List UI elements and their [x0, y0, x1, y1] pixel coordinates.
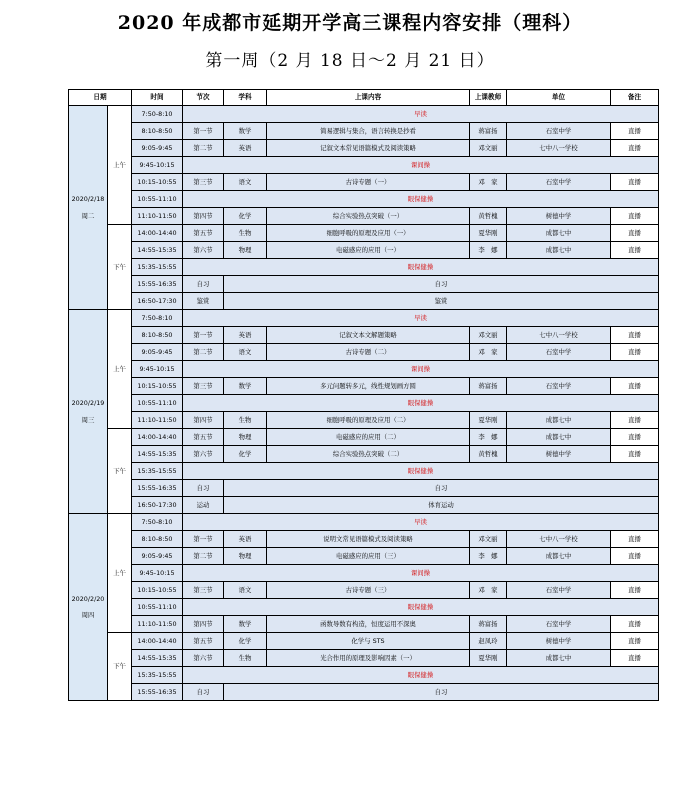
- teacher-cell: 黄哲槐: [470, 208, 507, 225]
- time-cell: 9:05-9:45: [132, 140, 183, 157]
- subject-cell: 生物: [224, 412, 267, 429]
- table-row: [69, 191, 659, 208]
- table-row: [69, 531, 659, 548]
- table-row: [69, 633, 659, 650]
- time-cell: 10:55-11:10: [132, 599, 183, 616]
- table-row: [69, 327, 659, 344]
- content-cell: 简易逻辑与集合，语言转换是抄看: [267, 123, 470, 140]
- content-cell: 化学与 STS: [267, 633, 470, 650]
- table-row: [69, 446, 659, 463]
- unit-cell: 石室中学: [507, 582, 611, 599]
- table-row: [69, 429, 659, 446]
- period-cell: 第二节: [183, 548, 224, 565]
- content-cell: 古诗专题（一）: [267, 174, 470, 191]
- period-cell: 第五节: [183, 429, 224, 446]
- unit-cell: 树德中学: [507, 446, 611, 463]
- unit-cell: 成都七中: [507, 412, 611, 429]
- content-cell: 记叙文本常见语篇模式及阅读策略: [267, 140, 470, 157]
- time-cell: 9:45-10:15: [132, 361, 183, 378]
- note-cell: 直播: [611, 412, 659, 429]
- header-date: 日期: [69, 90, 132, 106]
- table-row: [69, 412, 659, 429]
- subject-cell: 生物: [224, 650, 267, 667]
- teacher-cell: 蒋富扬: [470, 378, 507, 395]
- time-cell: 14:00-14:40: [132, 429, 183, 446]
- period-cell: 第二节: [183, 344, 224, 361]
- period-cell: 第五节: [183, 225, 224, 242]
- table-row: [69, 310, 659, 327]
- table-row: [69, 548, 659, 565]
- page-title: 2020 年成都市延期开学高三课程内容安排（理科）: [117, 12, 583, 34]
- activity-cell: 眼保健操: [183, 463, 659, 480]
- date-cell: [69, 310, 108, 514]
- teacher-cell: 邓 家: [470, 344, 507, 361]
- time-cell: 9:05-9:45: [132, 344, 183, 361]
- teacher-cell: 夏华刚: [470, 412, 507, 429]
- teacher-cell: 夏华刚: [470, 650, 507, 667]
- date-cell: [69, 106, 108, 310]
- note-cell: 直播: [611, 429, 659, 446]
- schedule-body: [69, 106, 659, 701]
- time-cell: 7:50-8:10: [132, 310, 183, 327]
- subject-cell: 物理: [224, 242, 267, 259]
- unit-cell: 七中八一学校: [507, 327, 611, 344]
- content-cell: 鉴赏: [224, 293, 659, 310]
- unit-cell: 石室中学: [507, 378, 611, 395]
- teacher-cell: 邓 家: [470, 174, 507, 191]
- subject-cell: 化学: [224, 633, 267, 650]
- time-cell: 14:55-15:35: [132, 446, 183, 463]
- content-cell: 函数导数有构造，恒度运用不深奥: [267, 616, 470, 633]
- table-row: [69, 259, 659, 276]
- teacher-cell: 邓文丽: [470, 327, 507, 344]
- time-cell: 15:35-15:55: [132, 667, 183, 684]
- activity-cell: 课间操: [183, 157, 659, 174]
- table-row: [69, 344, 659, 361]
- period-cell: 第一节: [183, 327, 224, 344]
- content-cell: 自习: [224, 276, 659, 293]
- content-cell: 电磁感应的应用（二）: [267, 429, 470, 446]
- period-cell: 第六节: [183, 650, 224, 667]
- note-cell: 直播: [611, 378, 659, 395]
- unit-cell: 成都七中: [507, 548, 611, 565]
- unit-cell: 石室中学: [507, 123, 611, 140]
- activity-cell: 课间操: [183, 565, 659, 582]
- note-cell: 直播: [611, 548, 659, 565]
- date-text: 2020/2/19: [71, 399, 105, 408]
- period-cell: 第四节: [183, 208, 224, 225]
- header-subject: 学科: [224, 90, 267, 106]
- activity-cell: 早读: [183, 514, 659, 531]
- table-row: [69, 684, 659, 701]
- half-day-cell: 下午: [108, 429, 132, 514]
- table-row: [69, 106, 659, 123]
- period-cell: 第五节: [183, 633, 224, 650]
- subject-cell: 数学: [224, 616, 267, 633]
- time-cell: 15:55-16:35: [132, 684, 183, 701]
- activity-cell: 眼保健操: [183, 395, 659, 412]
- note-cell: 直播: [611, 650, 659, 667]
- table-row: [69, 599, 659, 616]
- note-cell: 直播: [611, 327, 659, 344]
- period-cell: 自习: [183, 480, 224, 497]
- note-cell: 直播: [611, 208, 659, 225]
- table-row: [69, 378, 659, 395]
- time-cell: 8:10-8:50: [132, 123, 183, 140]
- header-unit: 单位: [507, 90, 611, 106]
- teacher-cell: 蒋富扬: [470, 123, 507, 140]
- table-row: [69, 650, 659, 667]
- activity-cell: 课间操: [183, 361, 659, 378]
- time-cell: 14:55-15:35: [132, 650, 183, 667]
- table-row: [69, 480, 659, 497]
- content-cell: 电磁感应的应用（三）: [267, 548, 470, 565]
- schedule-table: [68, 89, 659, 701]
- header-content: 上课内容: [267, 90, 470, 106]
- content-cell: 自习: [224, 480, 659, 497]
- half-day-cell: 上午: [108, 514, 132, 633]
- table-row: [69, 582, 659, 599]
- time-cell: 8:10-8:50: [132, 327, 183, 344]
- time-cell: 15:55-16:35: [132, 276, 183, 293]
- content-cell: 多元问题转多元，线性规划画方圆: [267, 378, 470, 395]
- time-cell: 15:55-16:35: [132, 480, 183, 497]
- table-row: [69, 616, 659, 633]
- half-day-cell: 下午: [108, 225, 132, 310]
- time-cell: 11:10-11:50: [132, 412, 183, 429]
- time-cell: 7:50-8:10: [132, 514, 183, 531]
- activity-cell: 眼保健操: [183, 667, 659, 684]
- period-cell: 第六节: [183, 242, 224, 259]
- period-cell: 第四节: [183, 412, 224, 429]
- subject-cell: 化学: [224, 446, 267, 463]
- teacher-cell: 邓文丽: [470, 531, 507, 548]
- period-cell: 第三节: [183, 174, 224, 191]
- time-cell: 15:35-15:55: [132, 463, 183, 480]
- note-cell: 直播: [611, 123, 659, 140]
- teacher-cell: 邓文丽: [470, 140, 507, 157]
- period-cell: 第三节: [183, 582, 224, 599]
- time-cell: 10:55-11:10: [132, 395, 183, 412]
- table-row: [69, 293, 659, 310]
- time-cell: 9:45-10:15: [132, 565, 183, 582]
- subject-cell: 语文: [224, 582, 267, 599]
- weekday-text: 周四: [81, 611, 95, 619]
- activity-cell: 眼保健操: [183, 259, 659, 276]
- content-cell: 自习: [224, 684, 659, 701]
- period-cell: 第六节: [183, 446, 224, 463]
- note-cell: 直播: [611, 531, 659, 548]
- period-cell: 自习: [183, 276, 224, 293]
- time-cell: 14:55-15:35: [132, 242, 183, 259]
- table-row: [69, 225, 659, 242]
- unit-cell: 石室中学: [507, 344, 611, 361]
- period-cell: 第一节: [183, 123, 224, 140]
- period-cell: 鉴赏: [183, 293, 224, 310]
- time-cell: 15:35-15:55: [132, 259, 183, 276]
- weekday-text: 周三: [81, 415, 95, 424]
- note-cell: 直播: [611, 446, 659, 463]
- period-cell: 第二节: [183, 140, 224, 157]
- content-cell: 说明文常见语篇模式及阅读策略: [267, 531, 470, 548]
- unit-cell: 成都七中: [507, 225, 611, 242]
- time-cell: 10:15-10:55: [132, 378, 183, 395]
- teacher-cell: 邓 家: [470, 582, 507, 599]
- unit-cell: 成都七中: [507, 650, 611, 667]
- subject-cell: 化学: [224, 208, 267, 225]
- note-cell: 直播: [611, 140, 659, 157]
- time-cell: 9:45-10:15: [132, 157, 183, 174]
- unit-cell: 树德中学: [507, 633, 611, 650]
- note-cell: 直播: [611, 633, 659, 650]
- subject-cell: 物理: [224, 548, 267, 565]
- subject-cell: 语文: [224, 174, 267, 191]
- time-cell: 8:10-8:50: [132, 531, 183, 548]
- table-row: [69, 174, 659, 191]
- content-cell: 记叙文本文解题策略: [267, 327, 470, 344]
- content-cell: 细胞呼吸的原理及应用（一）: [267, 225, 470, 242]
- note-cell: 直播: [611, 225, 659, 242]
- period-cell: 第三节: [183, 378, 224, 395]
- table-row: [69, 276, 659, 293]
- header-period: 节次: [183, 90, 224, 106]
- half-day-cell: 下午: [108, 633, 132, 701]
- header-note: 备注: [611, 90, 659, 106]
- header-time: 时间: [132, 90, 183, 106]
- time-cell: 14:00-14:40: [132, 225, 183, 242]
- time-cell: 16:50-17:30: [132, 497, 183, 514]
- teacher-cell: 黄哲槐: [470, 446, 507, 463]
- teacher-cell: 夏华刚: [470, 225, 507, 242]
- activity-cell: 眼保健操: [183, 191, 659, 208]
- content-cell: 电磁感应的应用（一）: [267, 242, 470, 259]
- time-cell: 11:10-11:50: [132, 208, 183, 225]
- teacher-cell: 蒋富扬: [470, 616, 507, 633]
- unit-cell: 七中八一学校: [507, 531, 611, 548]
- unit-cell: 成都七中: [507, 429, 611, 446]
- table-row: [69, 361, 659, 378]
- time-cell: 10:15-10:55: [132, 582, 183, 599]
- date-text: 2020/2/18: [71, 195, 105, 204]
- period-cell: 自习: [183, 684, 224, 701]
- half-day-cell: 上午: [108, 310, 132, 429]
- table-row: [69, 395, 659, 412]
- table-row: [69, 497, 659, 514]
- note-cell: 直播: [611, 174, 659, 191]
- period-cell: 第一节: [183, 531, 224, 548]
- content-cell: 综合实验热点突破（二）: [267, 446, 470, 463]
- subject-cell: 生物: [224, 225, 267, 242]
- time-cell: 11:10-11:50: [132, 616, 183, 633]
- time-cell: 10:15-10:55: [132, 174, 183, 191]
- table-row: [69, 514, 659, 531]
- note-cell: 直播: [611, 582, 659, 599]
- teacher-cell: 赵凤玲: [470, 633, 507, 650]
- weekday-text: 周二: [81, 211, 95, 220]
- activity-cell: 早读: [183, 106, 659, 123]
- content-cell: 光合作用的原理及影响因素（一）: [267, 650, 470, 667]
- subject-cell: 数学: [224, 123, 267, 140]
- table-row: [69, 565, 659, 582]
- date-text: 2020/2/20: [71, 594, 105, 603]
- unit-cell: 成都七中: [507, 242, 611, 259]
- content-cell: 古诗专题（二）: [267, 344, 470, 361]
- time-cell: 7:50-8:10: [132, 106, 183, 123]
- unit-cell: 树德中学: [507, 208, 611, 225]
- time-cell: 16:50-17:30: [132, 293, 183, 310]
- subject-cell: 语文: [224, 344, 267, 361]
- period-cell: 运动: [183, 497, 224, 514]
- subject-cell: 数学: [224, 378, 267, 395]
- time-cell: 14:00-14:40: [132, 633, 183, 650]
- content-cell: 细胞呼吸的原理及应用（二）: [267, 412, 470, 429]
- teacher-cell: 李 娜: [470, 242, 507, 259]
- activity-cell: 眼保健操: [183, 599, 659, 616]
- content-cell: 古诗专题（三）: [267, 582, 470, 599]
- time-cell: 9:05-9:45: [132, 548, 183, 565]
- header-teacher: 上课教师: [470, 90, 507, 106]
- table-row: [69, 667, 659, 684]
- table-row: [69, 140, 659, 157]
- subject-cell: 英语: [224, 140, 267, 157]
- table-row: [69, 242, 659, 259]
- table-row: [69, 208, 659, 225]
- period-cell: 第四节: [183, 616, 224, 633]
- note-cell: 直播: [611, 344, 659, 361]
- table-row: [69, 123, 659, 140]
- activity-cell: 早读: [183, 310, 659, 327]
- note-cell: 直播: [611, 616, 659, 633]
- table-row: [69, 157, 659, 174]
- date-cell: [69, 514, 108, 701]
- content-cell: 体育运动: [224, 497, 659, 514]
- subject-cell: 英语: [224, 531, 267, 548]
- subject-cell: 物理: [224, 429, 267, 446]
- content-cell: 综合实验热点突破（一）: [267, 208, 470, 225]
- unit-cell: 七中八一学校: [507, 140, 611, 157]
- table-row: [69, 463, 659, 480]
- header-row: [69, 90, 659, 106]
- half-day-cell: 上午: [108, 106, 132, 225]
- unit-cell: 石室中学: [507, 174, 611, 191]
- unit-cell: 石室中学: [507, 616, 611, 633]
- page-subtitle: 第一周（2 月 18 日～2 月 21 日）: [205, 51, 495, 71]
- note-cell: 直播: [611, 242, 659, 259]
- subject-cell: 英语: [224, 327, 267, 344]
- time-cell: 10:55-11:10: [132, 191, 183, 208]
- teacher-cell: 李 娜: [470, 548, 507, 565]
- teacher-cell: 李 娜: [470, 429, 507, 446]
